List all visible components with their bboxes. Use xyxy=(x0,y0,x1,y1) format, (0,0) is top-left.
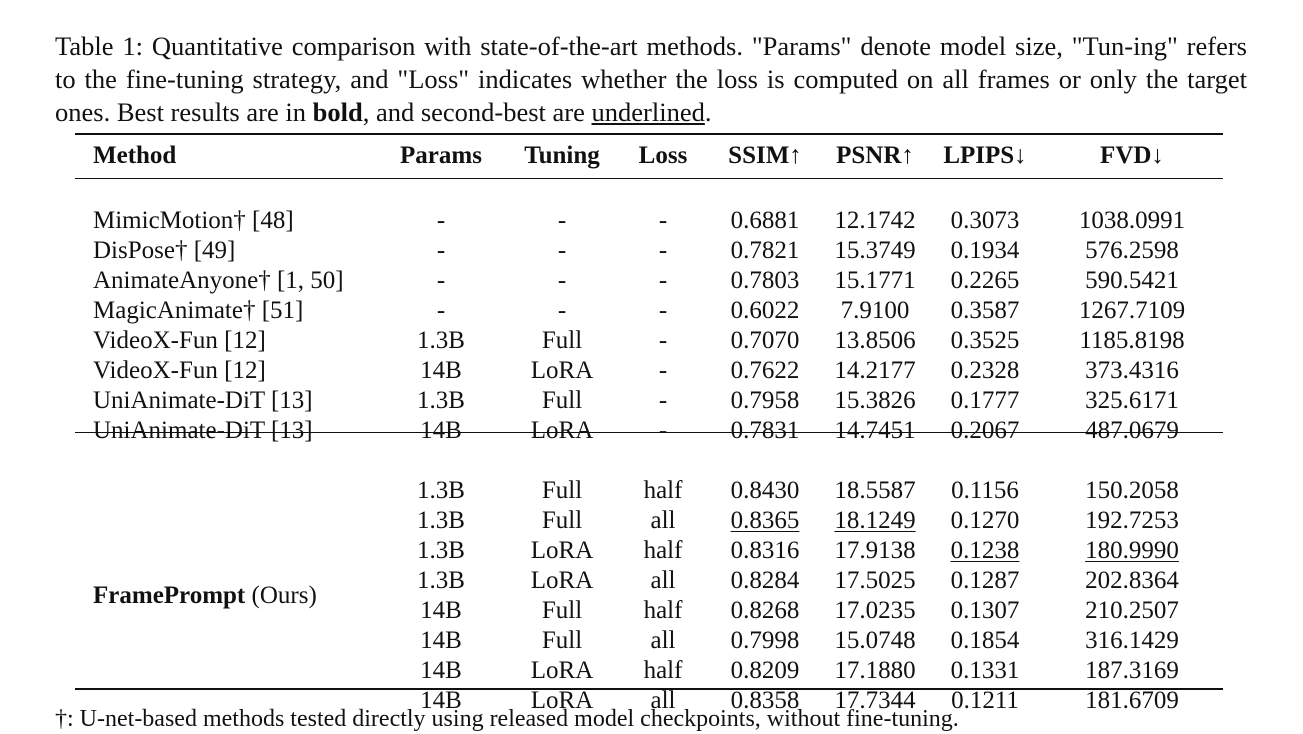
method-cell: MagicAnimate† [51] xyxy=(93,297,304,324)
fvd-cell: 202.8364 xyxy=(1085,567,1179,594)
psnr-cell: 13.8506 xyxy=(834,327,916,354)
params-cell: 1.3B xyxy=(417,507,465,534)
lpips-cell: 0.1270 xyxy=(950,507,1020,534)
psnr-cell: 15.3749 xyxy=(834,237,916,264)
params-cell: 1.3B xyxy=(417,537,465,564)
ssim-cell: 0.7998 xyxy=(730,627,800,654)
tuning-cell: LoRA xyxy=(530,417,594,444)
ssim-second-value: 0.8365 xyxy=(730,507,800,534)
loss-cell: half xyxy=(643,657,683,684)
params-cell: - xyxy=(436,237,446,264)
ssim-cell: 0.8268 xyxy=(730,597,800,624)
caption-prefix: Table 1: Quantitative comparison with state-of-the-art methods. "Params" denote model size, "Tun-ing" refers to the fine-tuning strategy, and "Loss" indicates whether the loss is computed on all frames or only the target ones. Best results are in xyxy=(55,31,1247,127)
ours-rows xyxy=(75,446,1223,716)
ssim-cell: 0.7622 xyxy=(730,357,800,384)
psnr-cell: 7.9100 xyxy=(840,297,910,324)
method-cell: VideoX-Fun [12] xyxy=(93,327,266,354)
tuning-cell: Full xyxy=(541,507,583,534)
header-fvd: FVD↓ xyxy=(1100,142,1164,169)
params-cell: 14B xyxy=(420,657,462,684)
params-cell: 1.3B xyxy=(417,567,465,594)
lpips-cell: 0.1777 xyxy=(950,387,1020,414)
header-tuning: Tuning xyxy=(524,142,600,169)
psnr-cell: 17.7344 xyxy=(834,687,916,714)
method-cell: UniAnimate-DiT [13] xyxy=(93,417,313,444)
tuning-cell: Full xyxy=(541,597,583,624)
fvd-cell: 316.1429 xyxy=(1085,627,1179,654)
tuning-cell: LoRA xyxy=(530,357,594,384)
method-cell: DisPose† [49] xyxy=(93,237,236,264)
fvd-second-value: 180.9990 xyxy=(1085,537,1179,564)
table-row xyxy=(75,236,1223,266)
lpips-cell: 0.2265 xyxy=(950,267,1020,294)
lpips-cell: 0.3073 xyxy=(950,207,1020,234)
psnr-cell: 15.3826 xyxy=(834,387,916,414)
loss-cell: - xyxy=(658,417,668,444)
fvd-cell: 590.5421 xyxy=(1085,267,1179,294)
fvd-cell: 192.7253 xyxy=(1085,507,1179,534)
baseline-rows xyxy=(75,176,1223,446)
psnr-cell: 14.7451 xyxy=(834,417,916,444)
table-row xyxy=(75,416,1223,446)
method-cell: MimicMotion† [48] xyxy=(93,207,294,234)
params-cell: 14B xyxy=(420,627,462,654)
lpips-cell-second xyxy=(929,536,1041,566)
ssim-cell: 0.8209 xyxy=(730,657,800,684)
caption-bold-word: bold xyxy=(312,97,363,127)
ours-method-suffix: (Ours) xyxy=(245,582,317,609)
params-cell: - xyxy=(436,297,446,324)
psnr-second-value: 18.1249 xyxy=(834,507,916,534)
table-row xyxy=(75,296,1223,326)
psnr-cell: 15.1771 xyxy=(834,267,916,294)
table-top-rule xyxy=(75,133,1223,135)
params-cell: 14B xyxy=(420,357,462,384)
tuning-cell: Full xyxy=(541,627,583,654)
loss-cell: half xyxy=(643,597,683,624)
loss-cell: all xyxy=(650,687,676,714)
loss-cell: all xyxy=(650,567,676,594)
loss-cell: half xyxy=(643,537,683,564)
tuning-cell: - xyxy=(557,297,567,324)
fvd-cell: 181.6709 xyxy=(1085,687,1179,714)
ssim-cell: 0.8358 xyxy=(730,687,800,714)
method-cell: UniAnimate-DiT [13] xyxy=(93,387,313,414)
psnr-cell: 15.0748 xyxy=(834,627,916,654)
tuning-cell: Full xyxy=(541,387,583,414)
fvd-cell: 325.6171 xyxy=(1085,387,1179,414)
header-method: Method xyxy=(93,142,177,169)
table-row xyxy=(75,266,1223,296)
tuning-cell: LoRA xyxy=(530,567,594,594)
params-cell: 1.3B xyxy=(417,477,465,504)
loss-cell: - xyxy=(658,237,668,264)
lpips-cell: 0.3587 xyxy=(950,297,1020,324)
ssim-cell: 0.6881 xyxy=(730,207,800,234)
lpips-cell: 0.1331 xyxy=(950,657,1020,684)
fvd-cell-second xyxy=(1041,536,1223,566)
ssim-cell: 0.8316 xyxy=(730,537,800,564)
fvd-cell: 1185.8198 xyxy=(1079,327,1185,354)
table-footnote: †: U-net-based methods tested directly using released model checkpoints, without fine-tuning. xyxy=(55,706,959,732)
fvd-cell: 487.0679 xyxy=(1085,417,1179,444)
psnr-cell: 17.9138 xyxy=(834,537,916,564)
psnr-cell: 12.1742 xyxy=(834,207,916,234)
params-cell: - xyxy=(436,267,446,294)
psnr-cell-best: 18.5587 xyxy=(834,477,916,504)
ssim-cell: 0.7070 xyxy=(730,327,800,354)
lpips-cell-best: 0.1156 xyxy=(951,477,1019,504)
loss-cell: - xyxy=(658,207,668,234)
results-table xyxy=(75,136,1223,716)
header-loss: Loss xyxy=(638,142,688,169)
tuning-cell: LoRA xyxy=(530,537,594,564)
params-cell: 1.3B xyxy=(417,327,465,354)
fvd-cell: 1038.0991 xyxy=(1078,207,1186,234)
tuning-cell: - xyxy=(557,237,567,264)
loss-cell: all xyxy=(650,627,676,654)
psnr-cell-second xyxy=(821,506,929,536)
lpips-second-value: 0.1238 xyxy=(950,537,1020,564)
loss-cell: - xyxy=(658,267,668,294)
header-ssim: SSIM↑ xyxy=(728,142,802,169)
spacer-row xyxy=(75,446,1223,476)
method-cell: VideoX-Fun [12] xyxy=(93,357,266,384)
header-row xyxy=(75,136,1223,176)
lpips-cell: 0.1287 xyxy=(950,567,1020,594)
params-cell: 1.3B xyxy=(417,387,465,414)
lpips-cell: 0.1307 xyxy=(950,597,1020,624)
tuning-cell: Full xyxy=(541,477,583,504)
tuning-cell: - xyxy=(557,207,567,234)
header-psnr: PSNR↑ xyxy=(836,142,914,169)
params-cell: 14B xyxy=(420,417,462,444)
ours-method-name: FramePrompt xyxy=(93,582,246,609)
lpips-cell: 0.1854 xyxy=(950,627,1020,654)
loss-cell: all xyxy=(650,507,676,534)
fvd-cell-best: 150.2058 xyxy=(1085,477,1179,504)
table-row xyxy=(75,386,1223,416)
ssim-cell-second xyxy=(709,506,821,536)
fvd-cell: 1267.7109 xyxy=(1078,297,1186,324)
method-cell: AnimateAnyone† [1, 50] xyxy=(93,267,344,294)
params-cell: 14B xyxy=(420,597,462,624)
lpips-cell: 0.2067 xyxy=(950,417,1020,444)
table-row xyxy=(75,206,1223,236)
loss-cell: - xyxy=(658,387,668,414)
psnr-cell: 17.0235 xyxy=(834,597,916,624)
loss-cell: - xyxy=(658,297,668,324)
fvd-cell: 210.2507 xyxy=(1085,597,1179,624)
tuning-cell: - xyxy=(557,267,567,294)
fvd-cell: 373.4316 xyxy=(1085,357,1179,384)
params-cell: - xyxy=(436,207,446,234)
ssim-cell: 0.7821 xyxy=(730,237,800,264)
lpips-cell: 0.1211 xyxy=(951,687,1019,714)
loss-cell: - xyxy=(658,357,668,384)
ssim-cell: 0.8284 xyxy=(730,567,800,594)
loss-cell: - xyxy=(658,327,668,354)
lpips-cell: 0.3525 xyxy=(950,327,1020,354)
spacer-row xyxy=(75,176,1223,206)
header-params: Params xyxy=(400,142,482,169)
fvd-cell: 187.3169 xyxy=(1085,657,1179,684)
caption-middle: , and second-best are xyxy=(362,97,592,127)
psnr-cell: 17.1880 xyxy=(834,657,916,684)
params-cell: 14B xyxy=(420,687,462,714)
table-row xyxy=(75,326,1223,356)
caption-suffix: . xyxy=(704,97,712,127)
caption-underlined-word: underlined xyxy=(591,97,705,127)
tuning-cell: Full xyxy=(541,327,583,354)
lpips-cell: 0.2328 xyxy=(950,357,1020,384)
tuning-cell: LoRA xyxy=(530,657,594,684)
tuning-cell: LoRA xyxy=(530,687,594,714)
lpips-cell: 0.1934 xyxy=(950,237,1020,264)
psnr-cell: 17.5025 xyxy=(834,567,916,594)
ssim-cell: 0.7958 xyxy=(730,387,800,414)
fvd-cell: 576.2598 xyxy=(1085,237,1179,264)
header-lpips: LPIPS↓ xyxy=(943,142,1027,169)
psnr-cell: 14.2177 xyxy=(834,357,916,384)
ssim-cell-best: 0.8430 xyxy=(730,477,800,504)
table-row xyxy=(75,476,1223,506)
ssim-cell: 0.7803 xyxy=(730,267,800,294)
ssim-cell: 0.7831 xyxy=(730,417,800,444)
ssim-cell: 0.6022 xyxy=(730,297,800,324)
table-row xyxy=(75,356,1223,386)
loss-cell: half xyxy=(643,477,683,504)
ours-method-cell xyxy=(75,476,375,716)
table-caption xyxy=(55,30,1247,129)
